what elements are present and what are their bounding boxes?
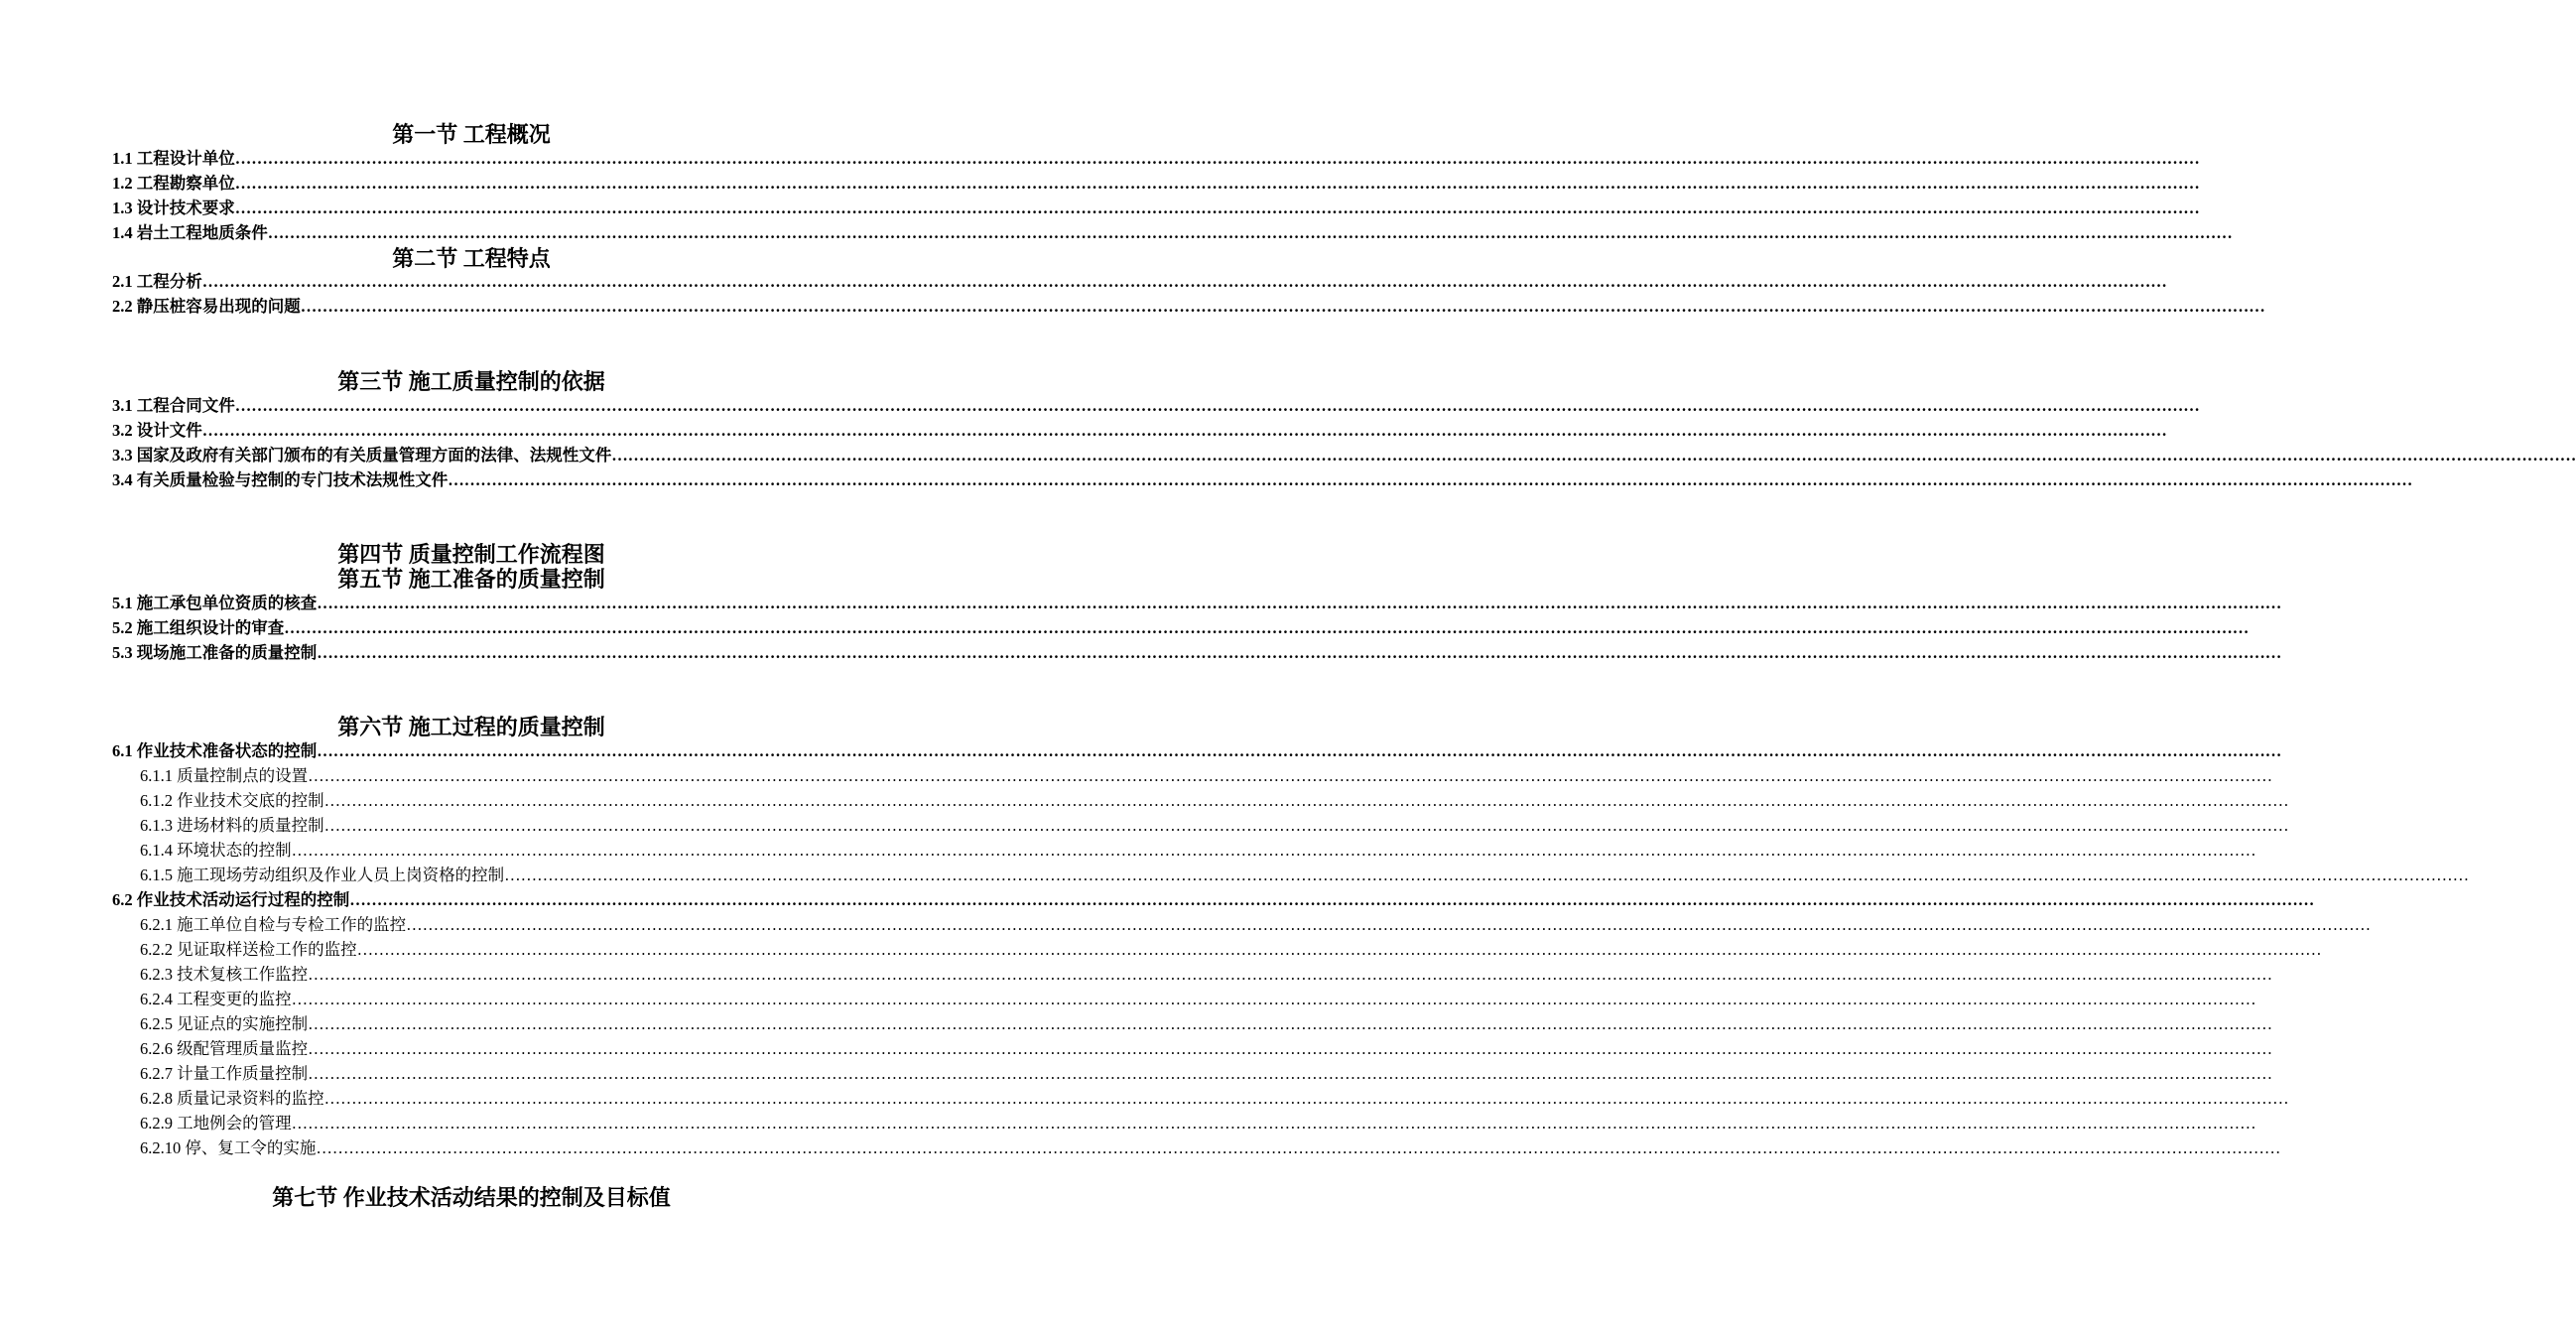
toc-entry-6-2-3[interactable] [140,963,2273,987]
toc-entry-3-4[interactable] [112,468,2413,492]
leader-dots: ……………………………………………………………………………………………………………………………………………………………………………………………………………………………………………………………………………………………………………………………… [291,990,2256,1008]
toc-entry-label: 6.1.1 质量控制点的设置 [140,766,309,785]
leader-dots: ……………………………………………………………………………………………………………………………………………………………………………………………………………………………………………………………………………………………………………………………… [323,1089,2289,1108]
toc-entry-label: 1.3 设计技术要求 [112,199,235,217]
toc-entry-label: 1.1 工程设计单位 [112,149,235,168]
toc-entry-label: 6.1 作业技术准备状态的控制 [112,741,318,760]
toc-entry-6-2-8[interactable] [140,1087,2289,1111]
leader-dots: ……………………………………………………………………………………………………………………………………………………………………………………………………………………………………………………………………………………………………………………………… [323,816,2289,835]
toc-entry-1-3[interactable] [112,197,2200,220]
toc-entry-label: 6.1.2 作业技术交底的控制 [140,791,324,810]
toc-entry-1-4[interactable] [112,221,2233,245]
toc-entry-5-1[interactable] [112,592,2282,615]
toc-entry-label: 1.2 工程勘察单位 [112,174,235,193]
toc-entry-label: 6.1.5 施工现场劳动组织及作业人员上岗资格的控制 [140,866,505,884]
leader-dots: ……………………………………………………………………………………………………………………………………………………………………………………………………………………………………………………………………………………………………………………………… [234,199,2200,217]
leader-dots: ……………………………………………………………………………………………………………………………………………………………………………………………………………………………………………………………………………………………………………………………… [308,965,2273,984]
toc-entry-2-1[interactable] [112,270,2167,294]
leader-dots: ……………………………………………………………………………………………………………………………………………………………………………………………………………………………………………………………………………………………………………………………… [356,940,2322,959]
leader-dots: ……………………………………………………………………………………………………………………………………………………………………………………………………………………………………………………………………………………………………………………………… [234,149,2200,168]
toc-entry-1-1[interactable] [112,147,2200,171]
leader-dots: ……………………………………………………………………………………………………………………………………………………………………………………………………………………………………………………………………………………………………………………………… [308,1014,2273,1033]
leader-dots: ……………………………………………………………………………………………………………………………………………………………………………………………………………………………………………………………………………………………………………………………… [349,890,2315,909]
leader-dots: ……………………………………………………………………………………………………………………………………………………………………………………………………………………………………………………………………………………………………………………………… [611,446,2576,465]
leader-dots: ……………………………………………………………………………………………………………………………………………………………………………………………………………………………………………………………………………………………………………………………… [284,618,2250,637]
toc-entry-6-2-4[interactable] [140,988,2256,1011]
toc-entry-label: 6.2.7 计量工作质量控制 [140,1064,309,1083]
section-heading-6: 第六节 施工过程的质量控制 [337,715,605,739]
leader-dots: ……………………………………………………………………………………………………………………………………………………………………………………………………………………………………………………………………………………………………………………………… [406,915,2372,934]
section-heading-1: 第一节 工程概况 [392,122,551,147]
leader-dots: ……………………………………………………………………………………………………………………………………………………………………………………………………………………………………………………………………………………………………………………………… [323,791,2289,810]
leader-dots: ……………………………………………………………………………………………………………………………………………………………………………………………………………………………………………………………………………………………………………………………… [201,421,2167,440]
toc-entry-6-1-4[interactable] [140,839,2256,863]
toc-entry-label: 5.3 现场施工准备的质量控制 [112,643,318,662]
toc-entry-6-2-6[interactable] [140,1037,2273,1061]
toc-entry-label: 1.4 岩土工程地质条件 [112,223,268,242]
toc-entry-label: 2.2 静压桩容易出现的问题 [112,297,301,316]
leader-dots: ……………………………………………………………………………………………………………………………………………………………………………………………………………………………………………………………………………………………………………………………… [504,866,2470,884]
section-heading-2: 第二节 工程特点 [392,246,551,271]
toc-entry-6-1-1[interactable] [140,764,2273,788]
toc-entry-label: 6.1.3 进场材料的质量控制 [140,816,324,835]
toc-entry-label: 6.2.3 技术复核工作监控 [140,965,309,984]
toc-entry-6-2-9[interactable] [140,1112,2256,1135]
leader-dots: ……………………………………………………………………………………………………………………………………………………………………………………………………………………………………………………………………………………………………………………………… [291,1114,2256,1133]
toc-entry-5-3[interactable] [112,641,2282,665]
leader-dots: ……………………………………………………………………………………………………………………………………………………………………………………………………………………………………………………………………………………………………………………………… [308,1064,2273,1083]
toc-entry-label: 3.4 有关质量检验与控制的专门技术法规性文件 [112,470,449,489]
leader-dots: ……………………………………………………………………………………………………………………………………………………………………………………………………………………………………………………………………………………………………………………………… [317,741,2282,760]
leader-dots: ……………………………………………………………………………………………………………………………………………………………………………………………………………………………………………………………………………………………………………………………… [316,1138,2281,1157]
leader-dots: ……………………………………………………………………………………………………………………………………………………………………………………………………………………………………………………………………………………………………………………………… [234,174,2200,193]
toc-entry-label: 3.3 国家及政府有关部门颁布的有关质量管理方面的法律、法规性文件 [112,446,612,465]
toc-entry-label: 2.1 工程分析 [112,272,202,291]
toc-entry-label: 5.1 施工承包单位资质的核查 [112,594,318,612]
toc-entry-3-3[interactable] [112,444,2576,467]
leader-dots: ……………………………………………………………………………………………………………………………………………………………………………………………………………………………………………………………………………………………………………………………… [448,470,2413,489]
toc-entry-6-1[interactable] [112,739,2282,763]
toc-entry-1-2[interactable] [112,172,2200,196]
leader-dots: ……………………………………………………………………………………………………………………………………………………………………………………………………………………………………………………………………………………………………………………………… [317,643,2282,662]
toc-entry-label: 5.2 施工组织设计的审查 [112,618,285,637]
section-heading-5: 第五节 施工准备的质量控制 [337,567,605,592]
toc-entry-2-2[interactable] [112,295,2265,319]
toc-entry-label: 6.2.4 工程变更的监控 [140,990,292,1008]
section-heading-3: 第三节 施工质量控制的依据 [337,369,605,394]
toc-entry-6-2[interactable] [112,888,2315,912]
toc-entry-label: 6.2 作业技术活动运行过程的控制 [112,890,350,909]
leader-dots: ……………………………………………………………………………………………………………………………………………………………………………………………………………………………………………………………………………………………………………………………… [291,841,2256,860]
leader-dots: ……………………………………………………………………………………………………………………………………………………………………………………………………………………………………………………………………………………………………………………………… [234,396,2200,415]
leader-dots: ……………………………………………………………………………………………………………………………………………………………………………………………………………………………………………………………………………………………………………………………… [201,272,2167,291]
toc-entry-3-2[interactable] [112,419,2167,443]
toc-entry-label: 6.2.10 停、复工令的实施 [140,1138,317,1157]
toc-entry-label: 3.1 工程合同文件 [112,396,235,415]
toc-entry-6-1-2[interactable] [140,789,2289,813]
toc-entry-label: 6.2.9 工地例会的管理 [140,1114,292,1133]
toc-entry-6-1-5[interactable] [140,864,2470,887]
toc-entry-label: 6.2.5 见证点的实施控制 [140,1014,309,1033]
toc-entry-6-2-1[interactable] [140,913,2372,937]
leader-dots: ……………………………………………………………………………………………………………………………………………………………………………………………………………………………………………………………………………………………………………………………… [300,297,2265,316]
toc-entry-6-2-2[interactable] [140,938,2322,962]
toc-entry-5-2[interactable] [112,616,2250,640]
leader-dots: ……………………………………………………………………………………………………………………………………………………………………………………………………………………………………………………………………………………………………………………………… [308,766,2273,785]
toc-entry-6-1-3[interactable] [140,814,2289,838]
toc-entry-label: 6.1.4 环境状态的控制 [140,841,292,860]
toc-entry-6-2-5[interactable] [140,1012,2273,1036]
toc-entry-6-2-7[interactable] [140,1062,2273,1086]
leader-dots: ……………………………………………………………………………………………………………………………………………………………………………………………………………………………………………………………………………………………………………………………… [308,1039,2273,1058]
toc-entry-label: 6.2.1 施工单位自检与专检工作的监控 [140,915,407,934]
toc-entry-6-2-10[interactable] [140,1136,2281,1160]
toc-entry-3-1[interactable] [112,394,2200,418]
leader-dots: ……………………………………………………………………………………………………………………………………………………………………………………………………………………………………………………………………………………………………………………………… [317,594,2282,612]
section-heading-7: 第七节 作业技术活动结果的控制及目标值 [272,1185,671,1210]
toc-entry-label: 3.2 设计文件 [112,421,202,440]
toc-entry-label: 6.2.6 级配管理质量监控 [140,1039,309,1058]
leader-dots: ……………………………………………………………………………………………………………………………………………………………………………………………………………………………………………………………………………………………………………………………… [267,223,2233,242]
toc-entry-label: 6.2.8 质量记录资料的监控 [140,1089,324,1108]
section-heading-4: 第四节 质量控制工作流程图 [337,542,605,567]
toc-entry-label: 6.2.2 见证取样送检工作的监控 [140,940,357,959]
